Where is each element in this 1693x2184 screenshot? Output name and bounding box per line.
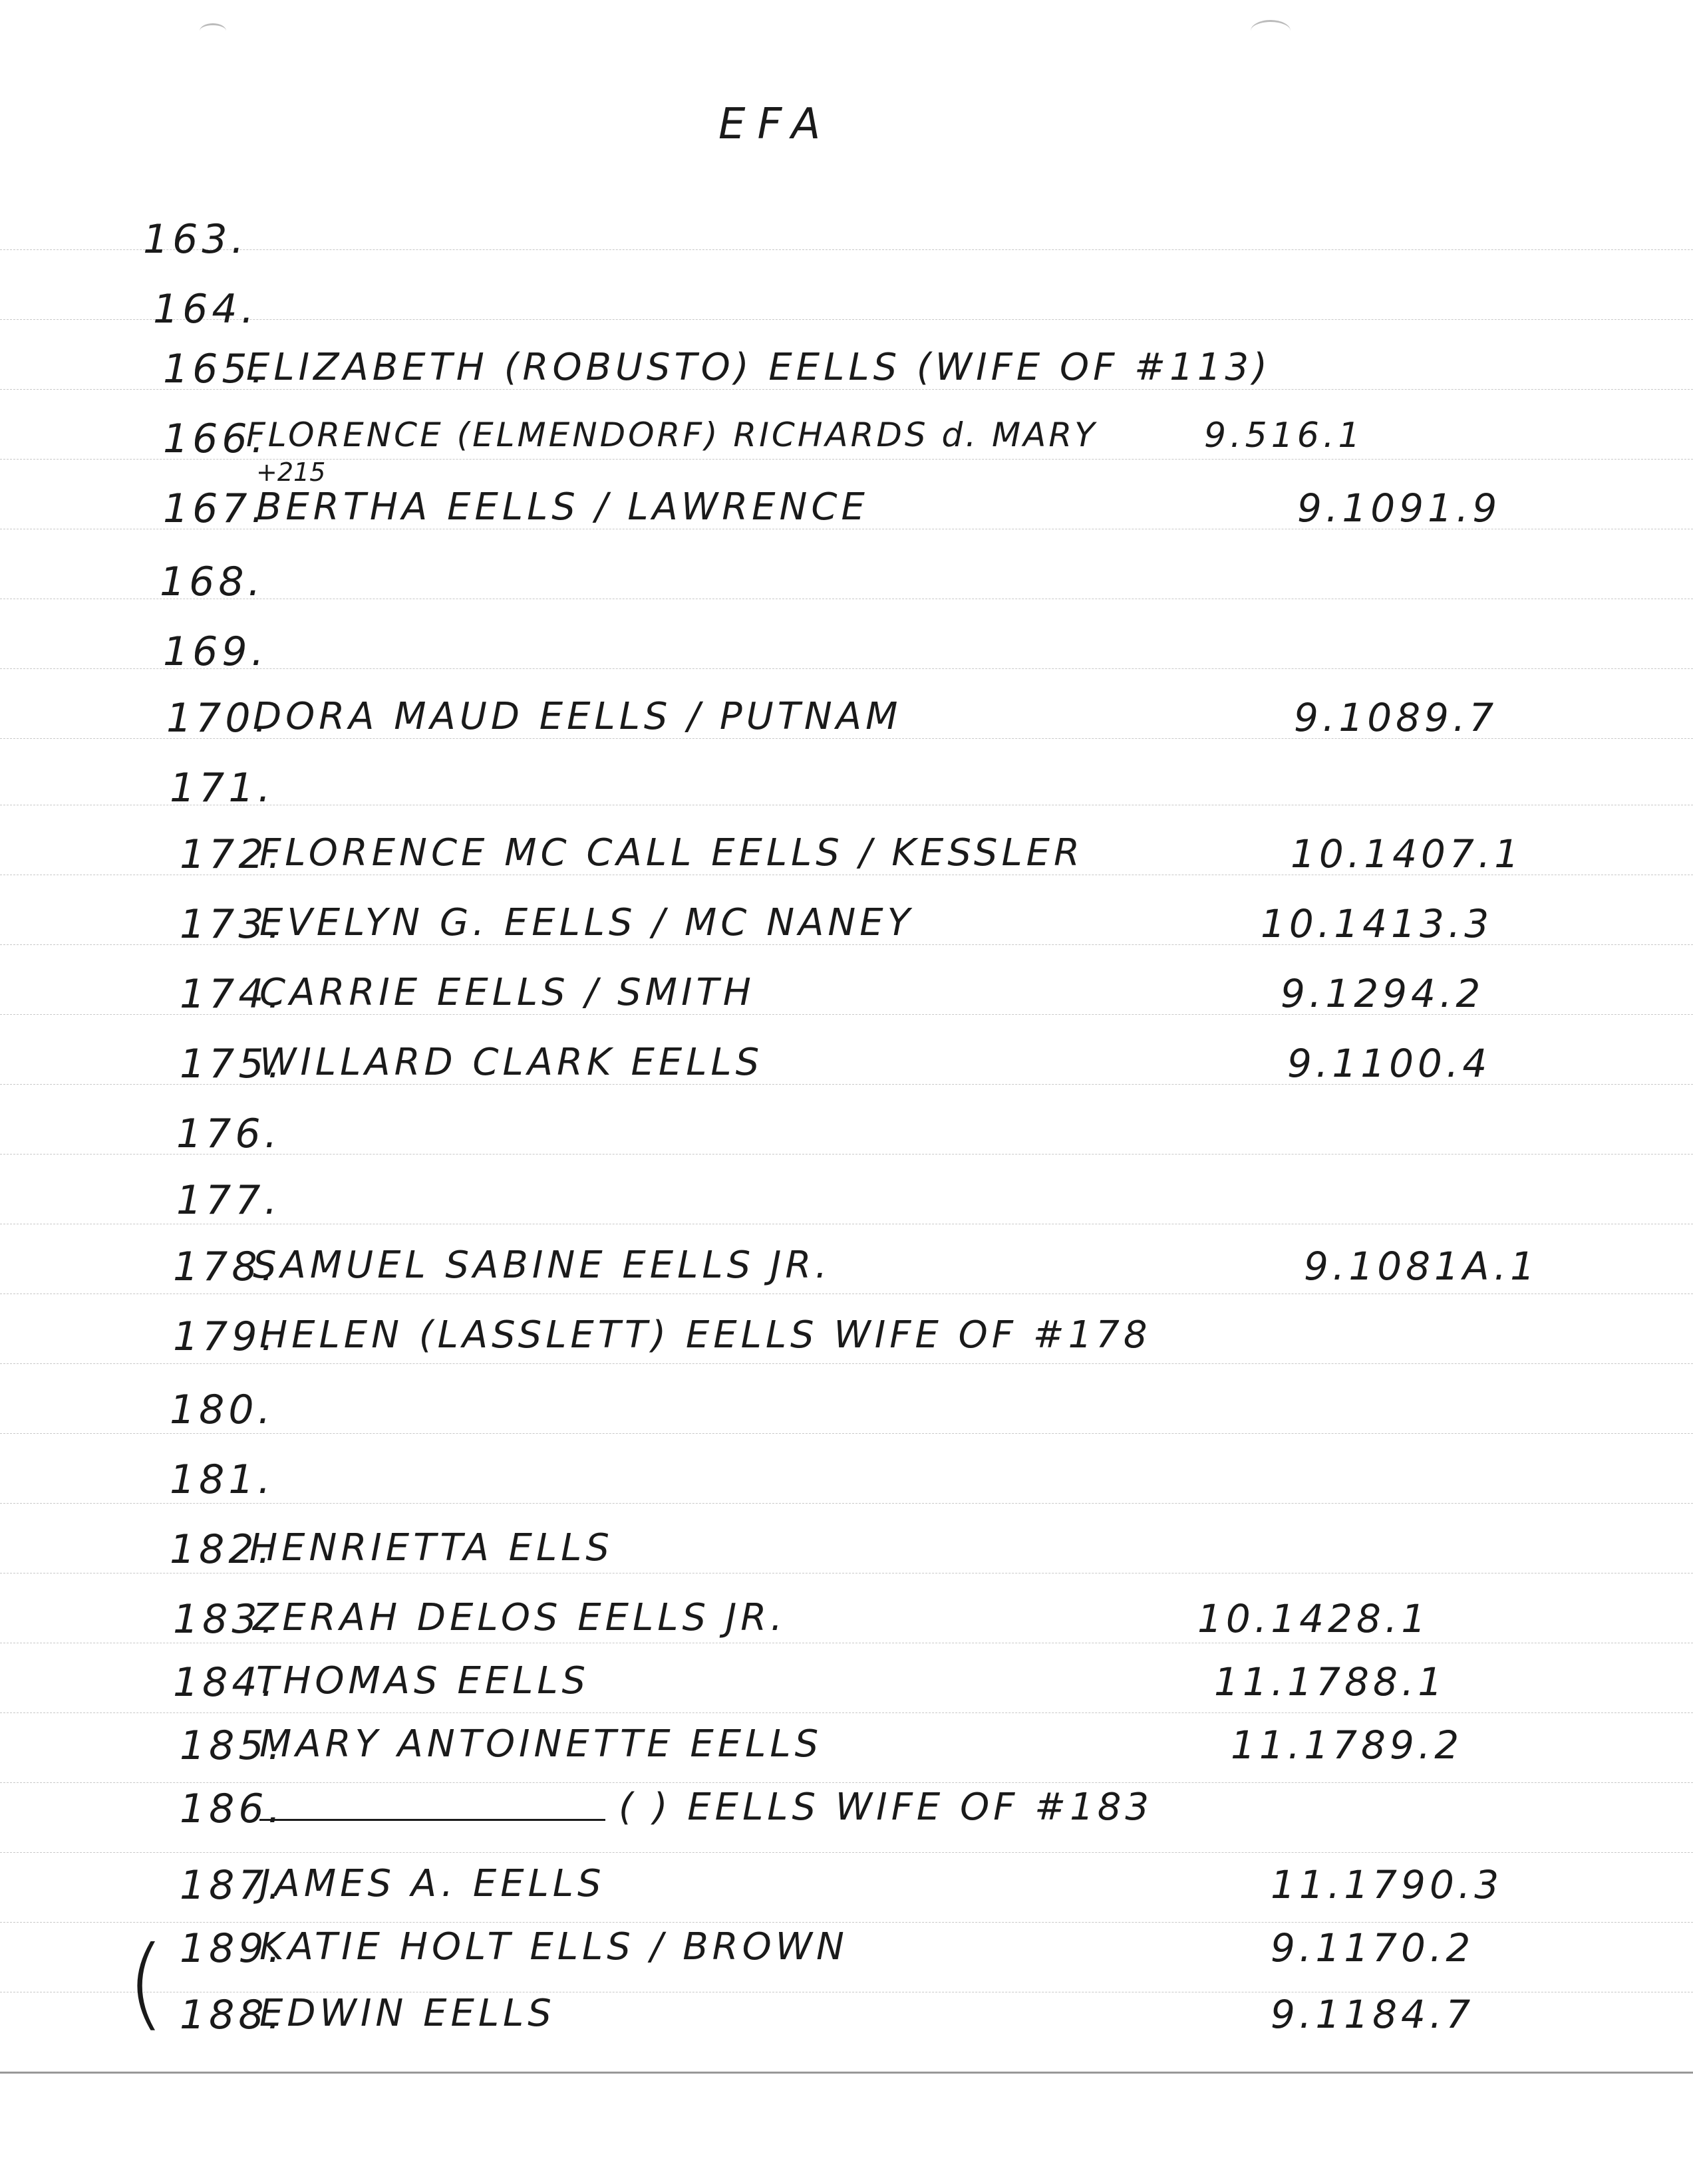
- entry-reference: 11.1790.3: [1271, 1862, 1503, 1907]
- entry-179: [0, 1313, 1693, 1373]
- entry-reference: 9.1184.7: [1271, 1992, 1475, 2037]
- cross-reference-note: +215: [256, 458, 326, 487]
- entry-name: BERTHA EELLS / LAWRENCE: [256, 485, 869, 529]
- entry-number: 172.: [180, 831, 285, 878]
- entry-number: 171.: [170, 765, 275, 811]
- entry-178: [0, 1244, 1693, 1303]
- entry-number: 179.: [173, 1313, 278, 1360]
- entry-166: [0, 416, 1693, 476]
- entry-173: [0, 901, 1693, 961]
- entry-name: ELIZABETH (ROBUSTO) EELLS (WIFE OF #113): [246, 346, 1271, 389]
- entry-name: FLORENCE (ELMENDORF) RICHARDS d. MARY: [246, 416, 1098, 454]
- entry-name: ZERAH DELOS EELLS JR.: [253, 1596, 787, 1639]
- entry-name: FLORENCE MC CALL EELLS / KESSLER: [259, 831, 1084, 875]
- entry-165: [0, 346, 1693, 406]
- entry-reference: 9.516.1: [1204, 416, 1364, 456]
- entry-number: 164.: [153, 286, 258, 333]
- entry-name: EVELYN G. EELLS / MC NANEY: [259, 901, 914, 944]
- entry-name: MARY ANTOINETTE EELLS: [259, 1722, 823, 1766]
- entry-169: [0, 628, 1693, 688]
- entry-177: [0, 1177, 1693, 1237]
- entry-name: THOMAS EELLS: [256, 1659, 590, 1703]
- entry-number: 180.: [170, 1387, 275, 1433]
- entry-name: JAMES A. EELLS: [259, 1862, 605, 1905]
- entry-175: [0, 1041, 1693, 1101]
- entry-number: 166.: [163, 416, 268, 462]
- entry-name: HELEN (LASSLETT) EELLS WIFE OF #178: [259, 1313, 1152, 1357]
- swap-bracket-mark: (: [126, 1925, 166, 2041]
- entry-170: [0, 695, 1693, 755]
- entry-183: [0, 1596, 1693, 1656]
- entry-number: 176.: [176, 1111, 281, 1157]
- entry-number: 187.: [180, 1862, 285, 1909]
- entry-name: WILLARD CLARK EELLS: [259, 1041, 764, 1084]
- blank-name-line: [259, 1819, 605, 1821]
- entry-reference: 10.1428.1: [1197, 1596, 1430, 1641]
- entry-reference: 11.1789.2: [1231, 1722, 1463, 1768]
- entry-number: 174.: [180, 971, 285, 1018]
- corner-mark-left: [200, 23, 226, 39]
- entry-name-text: ( ) EELLS WIFE OF #183: [619, 1786, 1153, 1829]
- entry-186: [0, 1786, 1693, 1845]
- entry-name: [259, 1786, 1153, 1829]
- entry-number: 170.: [166, 695, 271, 742]
- entry-reference: 9.1100.4: [1287, 1041, 1491, 1086]
- entry-reference: 9.1089.7: [1294, 695, 1498, 740]
- entry-number: 167.: [163, 485, 268, 532]
- entry-name: SAMUEL SABINE EELLS JR.: [253, 1244, 832, 1287]
- entry-167: [0, 485, 1693, 545]
- entry-number: 184.: [173, 1659, 278, 1706]
- entry-176: [0, 1111, 1693, 1170]
- entry-number: 183.: [173, 1596, 278, 1643]
- entry-185: [0, 1722, 1693, 1782]
- entry-reference: 10.1407.1: [1291, 831, 1523, 877]
- entry-name: KATIE HOLT ELLS / BROWN: [259, 1925, 848, 1969]
- entry-number: 169.: [163, 628, 268, 675]
- entry-188: [0, 1992, 1693, 2052]
- entry-172: [0, 831, 1693, 891]
- entry-number: 185.: [180, 1722, 285, 1769]
- entry-number: 165.: [163, 346, 268, 392]
- entry-number: 186.: [180, 1786, 285, 1832]
- entry-reference: 9.1081A.1: [1304, 1244, 1539, 1289]
- entry-number: 188.: [180, 1992, 285, 2038]
- entry-number: 189.: [180, 1925, 285, 1972]
- entry-number: 178.: [173, 1244, 278, 1290]
- page-title: EFA: [718, 100, 833, 149]
- ruled-line: [0, 1852, 1693, 1853]
- entry-181: [0, 1456, 1693, 1516]
- entry-reference: 9.1170.2: [1271, 1925, 1475, 1971]
- entry-reference: 9.1091.9: [1297, 485, 1501, 531]
- entry-184: [0, 1659, 1693, 1719]
- ruled-line: [0, 1922, 1693, 1923]
- ruled-line: [0, 1782, 1693, 1783]
- entry-189: [0, 1925, 1693, 1985]
- entry-number: 163.: [143, 216, 248, 263]
- entry-reference: 9.1294.2: [1281, 971, 1485, 1016]
- entry-name: HENRIETTA ELLS: [249, 1526, 613, 1570]
- entry-reference: 10.1413.3: [1261, 901, 1493, 946]
- entry-number: 181.: [170, 1456, 275, 1503]
- entry-180: [0, 1387, 1693, 1446]
- bottom-rule: [0, 2072, 1693, 2074]
- entry-number: 168.: [160, 559, 265, 605]
- entry-number: 182.: [170, 1526, 275, 1573]
- entry-number: 173.: [180, 901, 285, 948]
- entry-number: 175.: [180, 1041, 285, 1087]
- entry-168: [0, 559, 1693, 618]
- corner-mark-right: [1251, 20, 1291, 42]
- entry-name: EDWIN EELLS: [259, 1992, 555, 2035]
- entry-187: [0, 1862, 1693, 1922]
- entry-name: CARRIE EELLS / SMITH: [259, 971, 755, 1014]
- entry-reference: 11.1788.1: [1214, 1659, 1447, 1705]
- entry-number: 177.: [176, 1177, 281, 1224]
- entry-171: [0, 765, 1693, 825]
- entry-name: DORA MAUD EELLS / PUTNAM: [253, 695, 902, 738]
- entry-182: [0, 1526, 1693, 1586]
- entry-174: [0, 971, 1693, 1031]
- entry-164: [0, 286, 1693, 346]
- entry-163: [0, 216, 1693, 276]
